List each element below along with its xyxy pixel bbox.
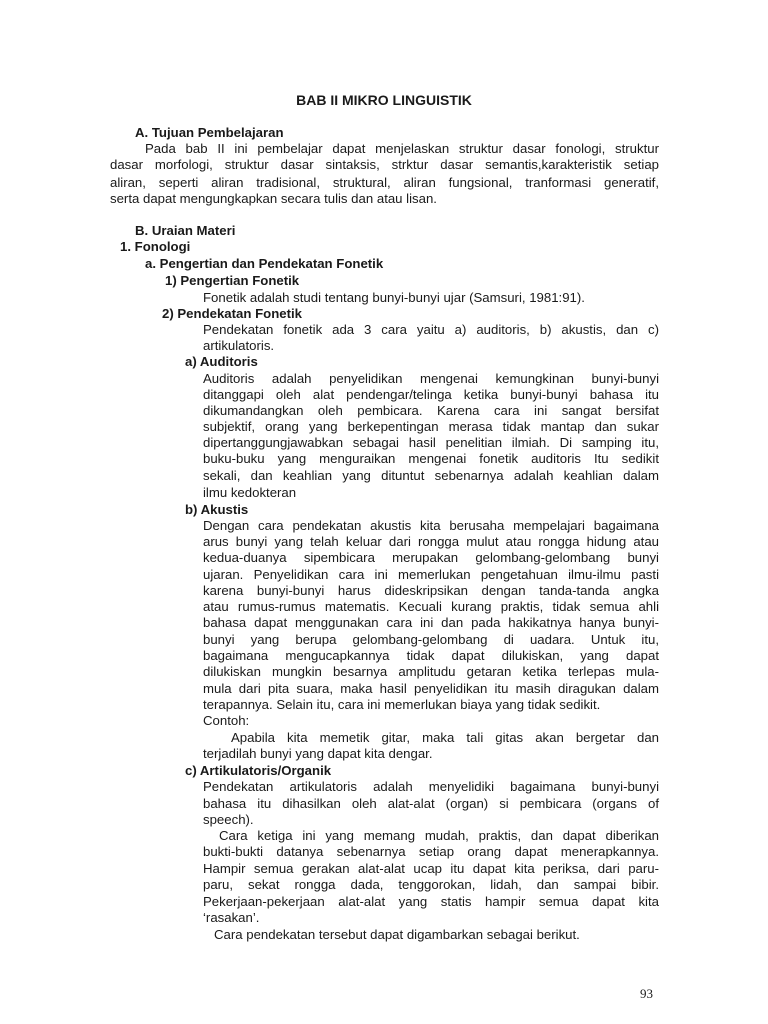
section-a-line: dasar morfologi, struktur dasar sintaksis, strktur dasar semantis,karakteristik setiap bbox=[110, 157, 659, 172]
item-heading: 2) Pendekatan Fonetik bbox=[162, 306, 302, 321]
item-text: artikulatoris. bbox=[203, 338, 275, 353]
akustis-line: arus bunyi yang telah keluar dari rongga mulut atau rongga hidung atau bbox=[203, 534, 659, 549]
auditoris-line: ilmu kedokteran bbox=[203, 485, 297, 500]
section-b-heading: B. Uraian Materi bbox=[135, 223, 236, 238]
akustis-heading: b) Akustis bbox=[185, 502, 249, 517]
akustis-line: atau rumus-rumus matematis. Kecuali kurang praktis, tidak semua ahli bbox=[203, 599, 659, 614]
artikulatoris-para2-line: paru, sekat rongga dada, tenggorokan, lidah, dan sampai bibir. bbox=[203, 877, 659, 892]
artikulatoris-line: speech). bbox=[203, 812, 254, 827]
artikulatoris-para2-line: Cara ketiga ini yang memang mudah, praktis, dan dapat diberikan bbox=[219, 828, 659, 843]
auditoris-line: ditanggapi oleh alat pendengar/telinga ketika bunyi-bunyi bahasa itu bbox=[203, 387, 659, 402]
subsection-heading: a. Pengertian dan Pendekatan Fonetik bbox=[145, 256, 384, 271]
akustis-line: Dengan cara pendekatan akustis kita berusaha mempelajari bagaimana bbox=[203, 518, 659, 533]
artikulatoris-para2-line: bukti-bukti datanya sebenarnya setiap orang dapat menerapkannya. bbox=[203, 844, 659, 859]
contoh-line: terjadilah bunyi yang dapat kita dengar. bbox=[203, 746, 433, 761]
akustis-line: ujaran. Penyelidikan cara ini memerlukan pengetahuan ilmu-ilmu pasti bbox=[203, 567, 659, 582]
auditoris-line: sekali, dan keahlian yang dituntut sebenarnya adalah keahlian dalam bbox=[203, 468, 659, 483]
section-a-line: aliran, seperti aliran tradisional, struktural, aliran fungsional, tranformasi generatif, bbox=[110, 175, 659, 190]
fonologi-heading: 1. Fonologi bbox=[120, 239, 191, 254]
item-text: Pendekatan fonetik ada 3 cara yaitu a) auditoris, b) akustis, dan c) bbox=[203, 322, 659, 337]
section-a-line: Pada bab II ini pembelajar dapat menjelaskan struktur dasar fonologi, struktur bbox=[145, 141, 659, 156]
artikulatoris-closing: Cara pendekatan tersebut dapat digambarkan sebagai berikut. bbox=[214, 927, 580, 942]
section-a-heading: A. Tujuan Pembelajaran bbox=[135, 125, 284, 140]
akustis-line: kedua-duanya sipembicara merupakan gelombang-gelombang bunyi bbox=[203, 550, 659, 565]
artikulatoris-para2-line: ‘rasakan’. bbox=[203, 910, 260, 925]
page-number: 93 bbox=[640, 986, 653, 1001]
akustis-line: karena bunyi-bunyi harus dideskripsikan dengan tanda-tanda angka bbox=[203, 583, 659, 598]
auditoris-heading: a) Auditoris bbox=[185, 354, 258, 369]
akustis-line: bagaimana mengucapkannya tidak dapat dilukiskan, yang dapat bbox=[203, 648, 659, 663]
akustis-line: bahasa dapat menggunakan cara ini dan pada hakikatnya hanya bunyi- bbox=[203, 615, 659, 630]
akustis-line: mula dari pita suara, maka hasil penyelidikan itu masih diragukan dalam bbox=[203, 681, 659, 696]
item-text: Fonetik adalah studi tentang bunyi-bunyi ujar (Samsuri, 1981:91). bbox=[203, 290, 585, 305]
contoh-line: Apabila kita memetik gitar, maka tali gitas akan bergetar dan bbox=[231, 730, 659, 745]
akustis-line: bunyi yang berupa gelombang-gelombang di uadara. Untuk itu, bbox=[203, 632, 659, 647]
akustis-line: dilukiskan mungkin besarnya amplitudu getaran ketika terlepas mula- bbox=[203, 664, 659, 679]
artikulatoris-line: Pendekatan artikulatoris adalah menyelidiki bagaimana bunyi-bunyi bbox=[203, 779, 659, 794]
auditoris-line: buku-buku yang menguraikan mengenai fonetik auditoris Itu sedikit bbox=[203, 451, 659, 466]
artikulatoris-para2-line: Hampir semua gerakan alat-alat ucap itu dapat kita periksa, dari paru- bbox=[203, 861, 659, 876]
akustis-line: terapannya. Selain itu, cara ini memerlukan biaya yang tidak sedikit. bbox=[203, 697, 601, 712]
page-title: BAB II MIKRO LINGUISTIK bbox=[296, 92, 472, 108]
auditoris-line: dikumandangkan oleh pembicara. Karena cara ini sangat bersifat bbox=[203, 403, 659, 418]
auditoris-line: subjektif, orang yang berkepentingan merasa tidak mantap dan sukar bbox=[203, 419, 659, 434]
artikulatoris-para2-line: Pekerjaan-pekerjaan alat-alat yang statis hampir semua dapat kita bbox=[203, 894, 659, 909]
contoh-label: Contoh: bbox=[203, 713, 250, 728]
artikulatoris-line: bahasa itu dihasilkan oleh alat-alat (organ) si pembicara (organs of bbox=[203, 796, 659, 811]
artikulatoris-heading: c) Artikulatoris/Organik bbox=[185, 763, 332, 778]
auditoris-line: dipertanggungjawabkan sebagai hasil penelitian ilmiah. Di samping itu, bbox=[203, 435, 659, 450]
section-a-line: serta dapat mengungkapkan secara tulis dan atau lisan. bbox=[110, 191, 437, 206]
item-heading: 1) Pengertian Fonetik bbox=[165, 273, 300, 288]
auditoris-line: Auditoris adalah penyelidikan mengenai kemungkinan bunyi-bunyi bbox=[203, 371, 659, 386]
